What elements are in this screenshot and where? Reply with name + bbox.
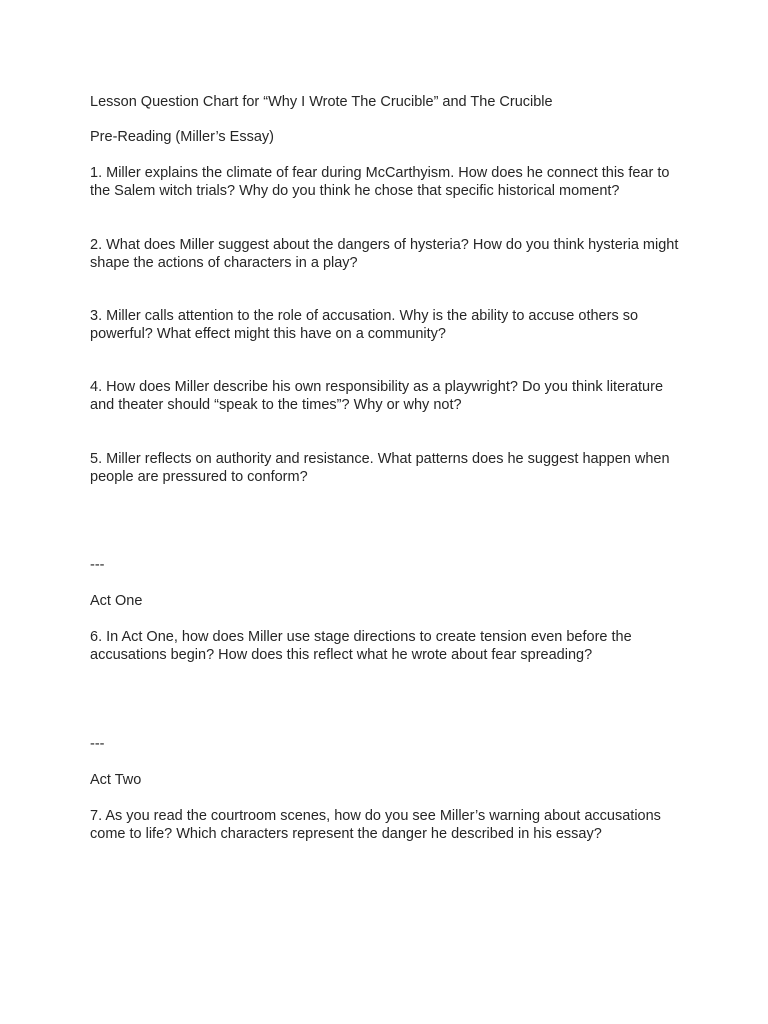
question-4: 4. How does Miller describe his own responsibility as a playwright? Do you think literature and theater should “speak to the times”? Why or why not? <box>90 379 664 413</box>
separator: --- <box>90 557 105 573</box>
separator: --- <box>90 736 105 752</box>
question-3: 3. Miller calls attention to the role of accusation. Why is the ability to accuse others so powerful? What effect might this have on a community? <box>90 308 639 342</box>
section-heading-act-one: Act One <box>90 593 143 609</box>
question-7: 7. As you read the courtroom scenes, how do you see Miller’s warning about accusations come to life? Which characters represent the danger he described in his essay? <box>90 808 661 842</box>
question-2: 2. What does Miller suggest about the dangers of hysteria? How do you think hysteria might shape the actions of characters in a play? <box>90 237 679 271</box>
question-1: 1. Miller explains the climate of fear during McCarthyism. How does he connect this fear to the Salem witch trials? Why do you think he chose that specific historical moment? <box>90 165 670 199</box>
question-6: 6. In Act One, how does Miller use stage directions to create tension even before the accusations begin? How does this reflect what he wrote about fear spreading? <box>90 629 632 663</box>
document-title: Lesson Question Chart for “Why I Wrote The Crucible” and The Crucible <box>90 94 553 110</box>
section-heading-act-two: Act Two <box>90 772 142 788</box>
question-5: 5. Miller reflects on authority and resistance. What patterns does he suggest happen when people are pressured to conform? <box>90 451 670 485</box>
section-heading-prereading: Pre-Reading (Miller’s Essay) <box>90 129 274 145</box>
